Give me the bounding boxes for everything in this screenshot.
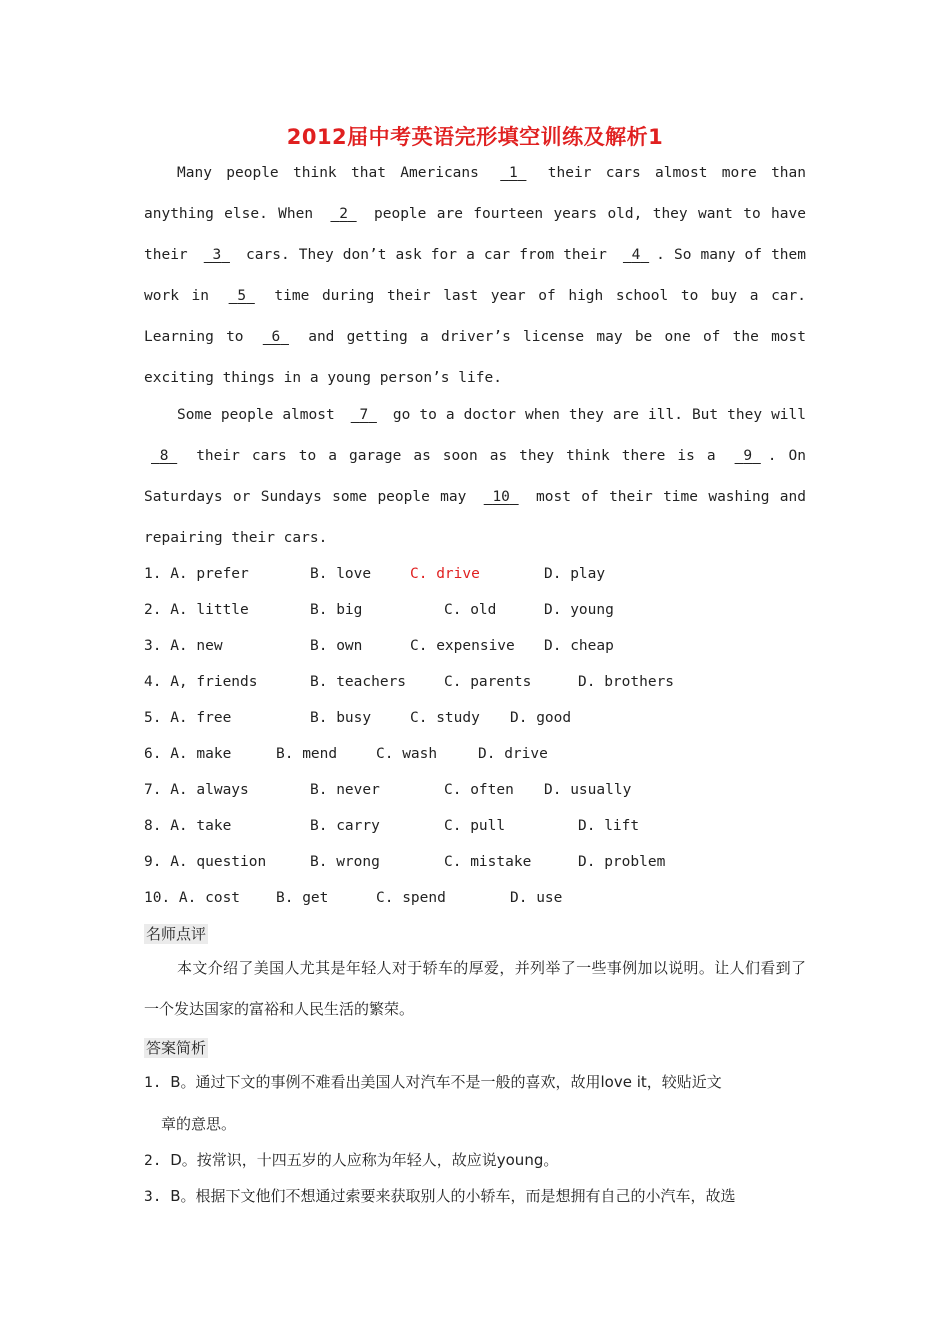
passage-text: their cars almost more than anything else. When	[144, 165, 806, 222]
question-number-option-a: 3. A. new	[144, 638, 223, 654]
passage-text: go to a doctor when they are ill. But they will	[383, 407, 806, 423]
answer-text-continued: 章的意思。	[161, 1115, 237, 1133]
answer-number: 2.	[144, 1153, 171, 1169]
answer-number: 3.	[144, 1189, 171, 1205]
answer-number: 1.	[144, 1075, 171, 1091]
passage-text: time during their last year of high school to buy a car. Learning to	[144, 288, 806, 345]
option-d: D. problem	[578, 854, 666, 870]
answer-text: D。按常识，十四五岁的人应称为年轻人，故应说young。	[170, 1151, 559, 1169]
option-c: C. spend	[376, 890, 446, 906]
answer-text: B。通过下文的事例不难看出美国人对汽车不是一般的喜欢，故用love it，较贴近文	[170, 1073, 722, 1091]
option-b: B. own	[310, 638, 363, 654]
option-c: C. parents	[444, 674, 532, 690]
blank-8: 8	[159, 448, 169, 464]
blank-9: 9	[743, 448, 753, 464]
comment-text: 本文介绍了美国人尤其是年轻人对于轿车的厚爱，并列举了一些事例加以说明。让人们看到了一个发达国家的富裕和人民生活的繁荣。	[144, 959, 806, 1018]
passage-text: people are fourteen years old, they want to have their	[144, 206, 806, 263]
option-d: D. lift	[578, 818, 640, 834]
comment-heading: 名师点评	[146, 925, 207, 943]
option-d: D. use	[510, 890, 563, 906]
option-d: D. cheap	[544, 638, 614, 654]
option-c: C. old	[444, 602, 497, 618]
option-c: C. mistake	[444, 854, 532, 870]
passage-text: . On Saturdays or Sundays some people may	[144, 448, 806, 505]
option-d: D. good	[510, 710, 572, 726]
option-c: C. expensive	[410, 638, 515, 654]
option-b: B. carry	[310, 818, 380, 834]
option-d: D. brothers	[578, 674, 675, 690]
blank-10: 10	[492, 489, 510, 505]
option-b: B. big	[310, 602, 363, 618]
blank-7: 7	[359, 407, 369, 423]
passage-text: Some people almost	[177, 407, 344, 423]
question-number-option-a: 6. A. make	[144, 746, 232, 762]
option-b: B. teachers	[310, 674, 407, 690]
question-number-option-a: 2. A. little	[144, 602, 249, 618]
option-c: C. pull	[444, 818, 506, 834]
passage-text: and getting a driver’s license may be one of the most exciting things in a young person’s life.	[144, 329, 806, 386]
option-d: D. usually	[544, 782, 632, 798]
option-d: D. young	[544, 602, 614, 618]
option-b: B. love	[310, 566, 372, 582]
blank-6: 6	[271, 329, 281, 345]
option-b: B. get	[276, 890, 329, 906]
option-c: C. study	[410, 710, 480, 726]
question-number-option-a: 10. A. cost	[144, 890, 241, 906]
answer-item	[144, 1062, 806, 1145]
page-title: 2012届中考英语完形填空训练及解析1	[286, 125, 664, 149]
question-number-option-a: 4. A, friends	[144, 674, 258, 690]
passage-paragraph-2	[144, 395, 806, 559]
option-b: B. never	[310, 782, 380, 798]
option-d: D. drive	[478, 746, 548, 762]
option-b: B. mend	[276, 746, 338, 762]
passage-text: cars. They don’t ask for a car from their	[236, 247, 616, 263]
blank-4: 4	[631, 247, 641, 263]
question-number-option-a: 5. A. free	[144, 710, 232, 726]
answer-text: B。根据下文他们不想通过索要来获取别人的小轿车，而是想拥有自己的小汽车，故选	[170, 1187, 736, 1205]
answers-heading: 答案简析	[146, 1039, 207, 1057]
blank-5: 5	[237, 288, 247, 304]
question-number-option-a: 9. A. question	[144, 854, 267, 870]
blank-3: 3	[212, 247, 222, 263]
passage-text: most of their time washing and repairing their cars.	[144, 489, 806, 546]
answer-item	[144, 1176, 806, 1218]
option-c: C. often	[444, 782, 514, 798]
option-b: B. wrong	[310, 854, 380, 870]
question-number-option-a: 1. A. prefer	[144, 566, 249, 582]
blank-2: 2	[339, 206, 348, 222]
passage-paragraph-1	[144, 153, 806, 399]
question-number-option-a: 7. A. always	[144, 782, 249, 798]
passage-text: Many people think that Americans	[177, 165, 494, 181]
passage-text: . So many of them work in	[144, 247, 806, 304]
blank-1: 1	[508, 165, 518, 181]
option-c: C. wash	[376, 746, 438, 762]
option-b: B. busy	[310, 710, 372, 726]
question-number-option-a: 8. A. take	[144, 818, 232, 834]
passage-text: their cars to a garage as soon as they think there is a	[184, 448, 728, 464]
option-c: C. drive	[410, 566, 480, 582]
option-d: D. play	[544, 566, 606, 582]
